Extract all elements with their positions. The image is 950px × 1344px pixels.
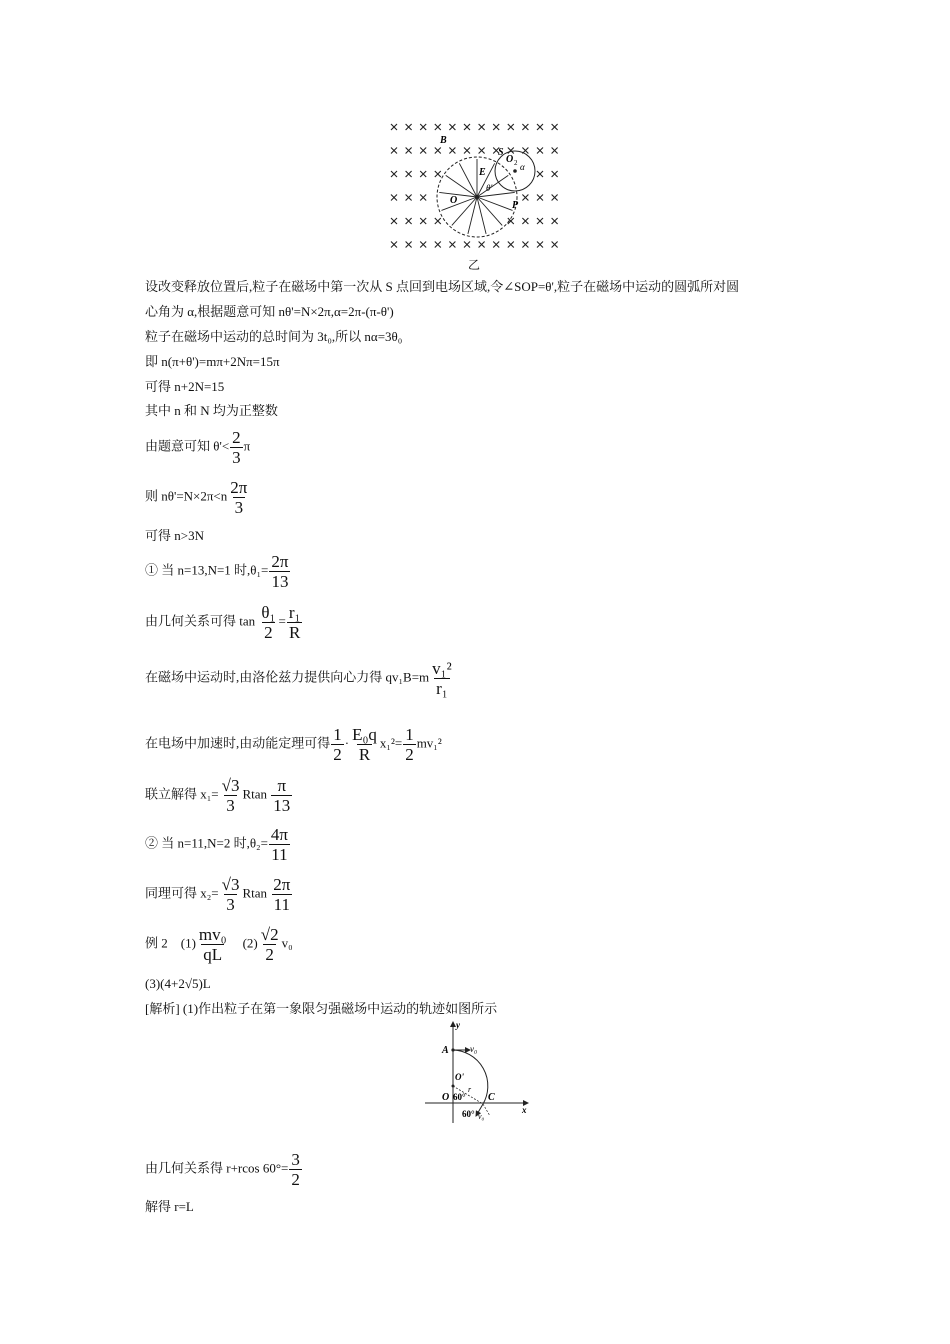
text-line-2: 心角为 α,根据题意可知 nθ'=N×2π,α=2π-(π-θ')	[145, 304, 394, 319]
label-A: A	[442, 1045, 449, 1056]
label-o-prime: O'	[455, 1072, 464, 1082]
text-line-20: 由几何关系得 r+rcos 60°= $\frac{3}{2}$	[145, 1150, 300, 1189]
text-line-7: 由题意可知 θ'< $\frac{2}{3}$ π	[145, 428, 251, 467]
text-line-13: 在电场中加速时,由动能定理可得 $\frac{1}{2}$ · $\frac{\text{E₀q}}{R}$ x₁²= $\frac{1}{2}$ mv₁²	[145, 725, 442, 764]
label-alpha: α	[520, 162, 525, 172]
text-line-17: 例 2 (1) $\frac{\text{mv₀}}{qL}$ (2) $\frac{√2}{2}$ v₀	[145, 925, 293, 964]
trajectory-diagram	[420, 1018, 535, 1128]
label-y: y	[456, 1020, 460, 1030]
center-dot	[475, 195, 479, 199]
label-O: O	[450, 195, 458, 206]
label-O2-sub: 2	[514, 159, 518, 167]
text-line-5: 可得 n+2N=15	[145, 379, 225, 394]
text-line-12: 在磁场中运动时,由洛伦兹力提供向心力得 qv₁B=m $\frac{\text{v₁²}}{\text{r₁}}$	[145, 659, 452, 698]
text-line-16: 同理可得 x₂= $\frac{√3}{3}$ Rtan $\frac{2\pi}{11}$	[145, 875, 291, 914]
label-v0-c: v₀	[478, 1112, 485, 1121]
figure-caption: 乙	[468, 258, 481, 272]
text-line-18: (3)(4+2√5)L	[145, 976, 211, 991]
text-line-8: 则 nθ'=N×2π<n $\frac{2\pi}{3}$	[145, 478, 248, 517]
label-O: O	[442, 1092, 450, 1103]
text-line-21: 解得 r=L	[145, 1199, 194, 1214]
point-a	[451, 1048, 454, 1051]
label-angle-1: 60°	[453, 1092, 466, 1102]
radial-ray	[477, 197, 513, 210]
label-B: B	[440, 135, 447, 146]
label-angle-2: 60°	[462, 1109, 475, 1119]
text-line-3: 粒子在磁场中运动的总时间为 3t₀,所以 nα=3θ₀	[145, 329, 403, 344]
magnetic-field-diagram	[380, 115, 570, 255]
radial-ray	[459, 163, 477, 197]
text-line-1: 设改变释放位置后,粒子在磁场中第一次从 S 点回到电场区域,令∠SOP=θ',粒子在磁场中运动的圆弧所对圆	[145, 279, 740, 294]
text-line-9: 可得 n>3N	[145, 528, 204, 543]
label-v0-a: v₀	[470, 1044, 478, 1054]
text-line-6: 其中 n 和 N 均为正整数	[145, 403, 278, 418]
label-x: x	[522, 1105, 527, 1115]
o2-dot	[513, 169, 517, 173]
label-C: C	[488, 1092, 495, 1103]
radial-ray	[441, 197, 477, 210]
text-line-11: 由几何关系可得 tan $\frac{\text{θ₁}}{2}$ = $\frac{\text{r₁}}{R}$	[145, 603, 301, 642]
label-O2: O	[506, 154, 514, 165]
text-line-10: ① 当 n=13,N=1 时,θ₁= $\frac{2\pi}{13}$	[145, 552, 289, 591]
label-P: P	[512, 200, 519, 211]
text-line-14: 联立解得 x₁= $\frac{√3}{3}$ Rtan $\frac{\pi}{13}$	[145, 776, 291, 815]
text-line-15: ② 当 n=11,N=2 时,θ₂= $\frac{4\pi}{11}$	[145, 825, 289, 864]
text-line-19: [解析] (1)作出粒子在第一象限匀强磁场中运动的轨迹如图所示	[145, 1001, 498, 1016]
label-E: E	[479, 167, 486, 178]
field-cross-marks	[391, 124, 558, 248]
label-theta: θ'	[486, 183, 493, 193]
label-S: S	[498, 147, 504, 158]
label-r: r	[468, 1085, 472, 1094]
text-line-4: 即 n(π+θ')=mπ+2Nπ=15π	[145, 354, 280, 369]
